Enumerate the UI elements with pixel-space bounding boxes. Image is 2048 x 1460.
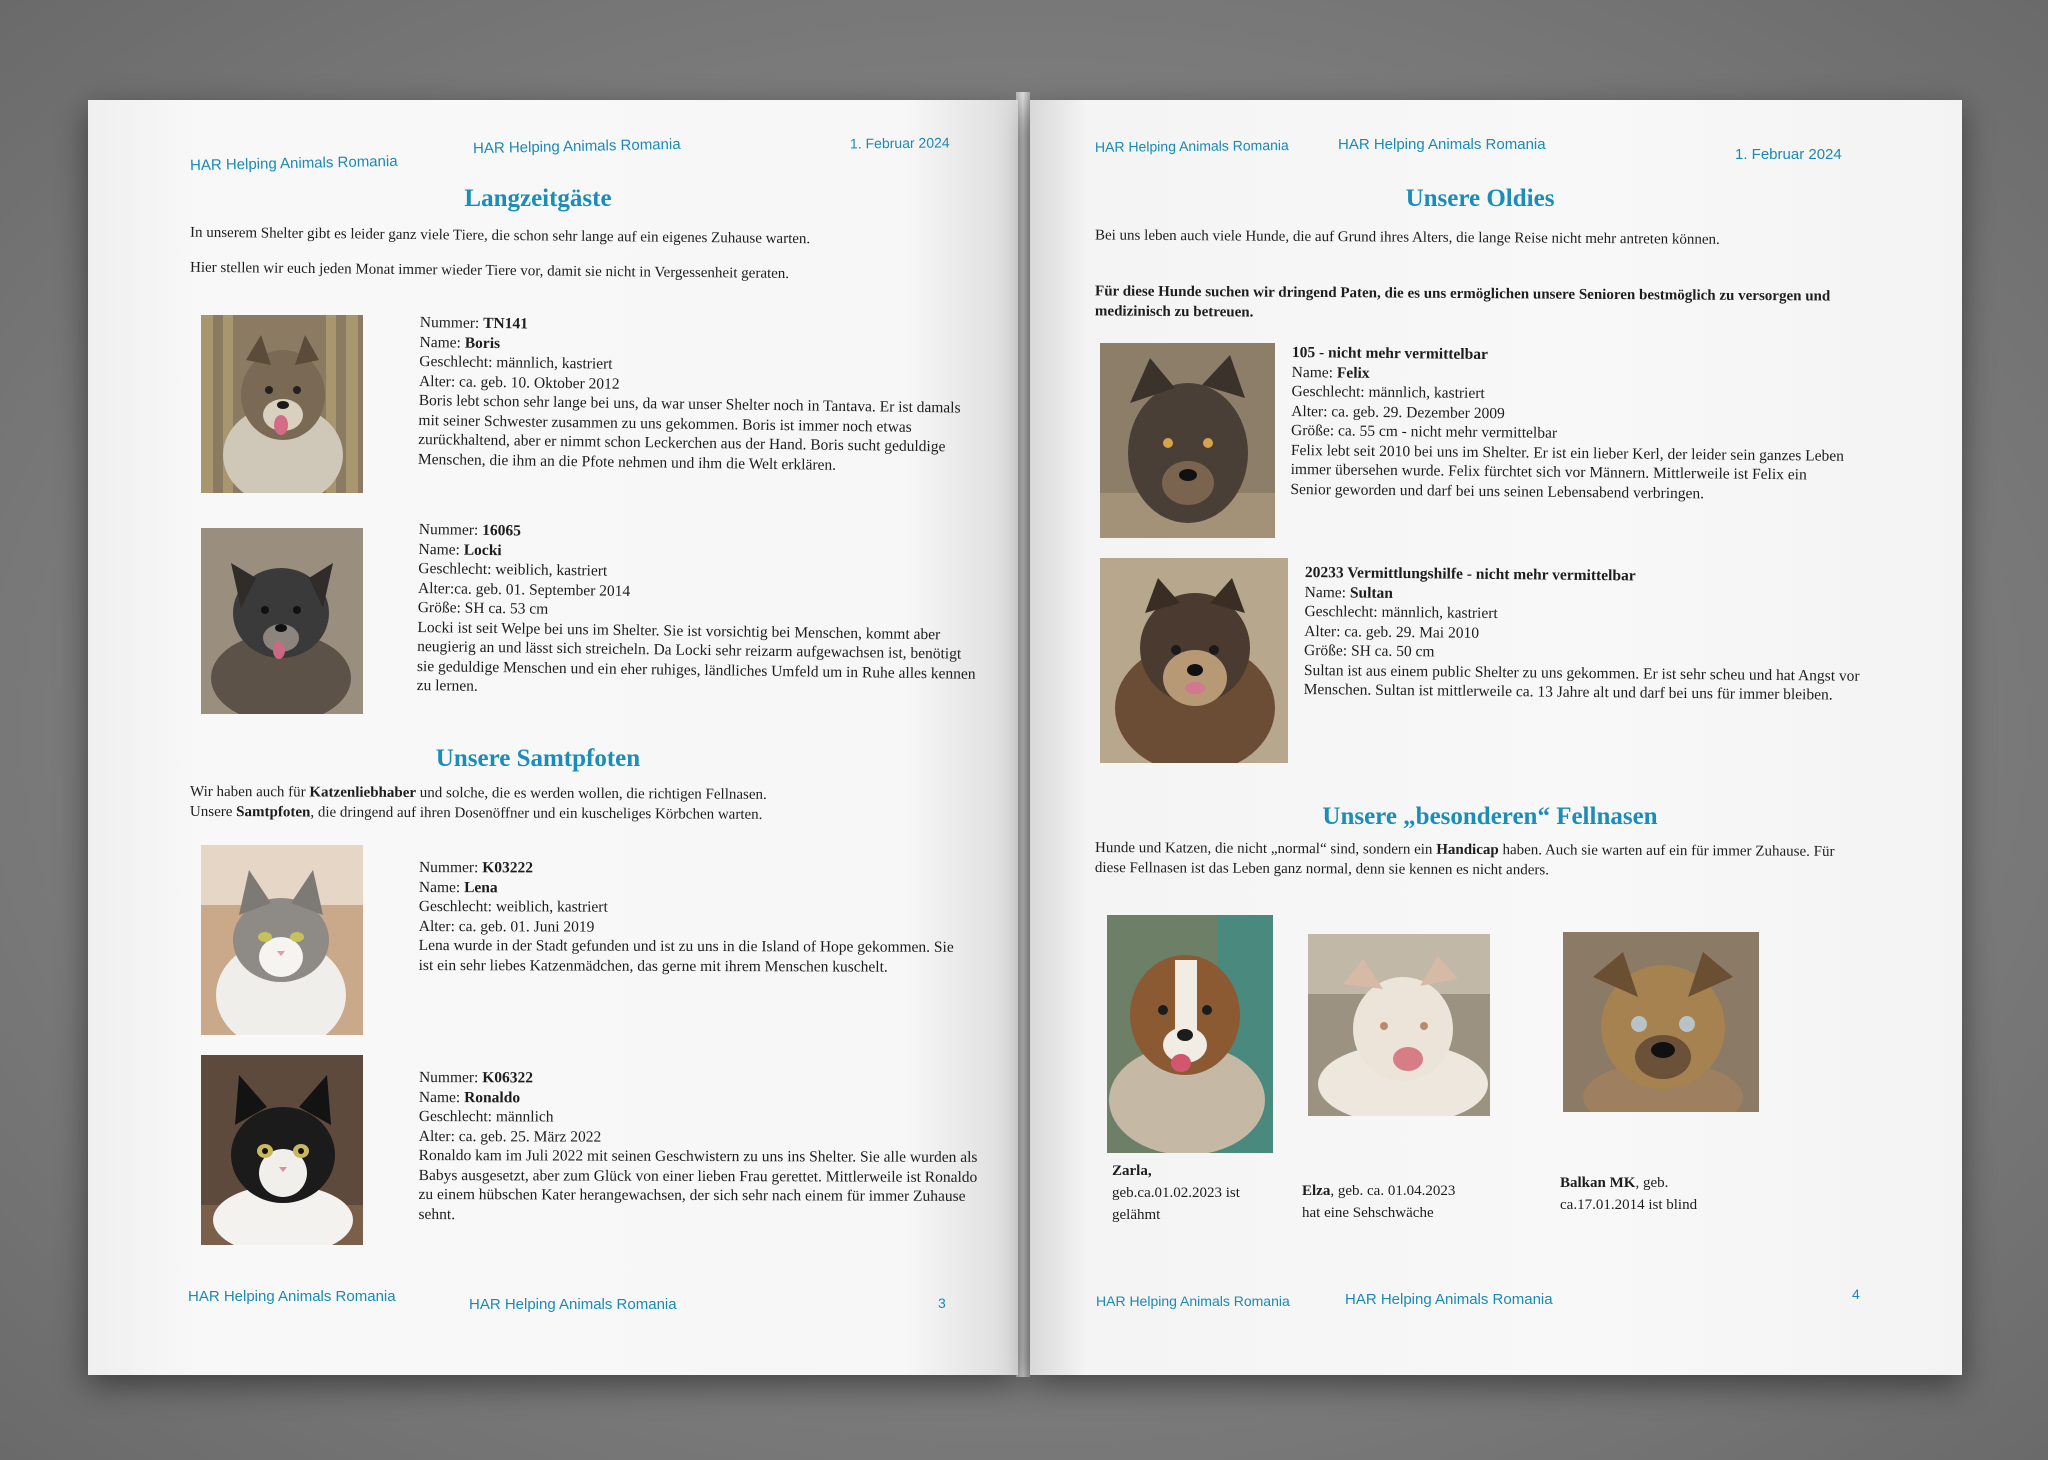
animal-number-status: 20233 Vermittlungshilfe - nicht mehr vermittelbar <box>1304 563 1636 585</box>
photo-ronaldo <box>201 1055 363 1245</box>
number-label: Nummer: <box>419 313 484 332</box>
caption-balkan <box>1560 1172 1780 1216</box>
caption-elza <box>1302 1180 1522 1224</box>
animal-gender: Geschlecht: männlich, kastriert <box>1291 382 1485 403</box>
animal-name: Boris <box>464 334 501 352</box>
cats-intro-2a: Unsere <box>189 803 237 821</box>
animal-age: Alter:ca. geb. 01. September 2014 <box>417 579 631 600</box>
name-label: Name: <box>1304 583 1350 601</box>
name-label: Name: <box>1291 363 1337 381</box>
animal-number: K06322 <box>482 1069 534 1087</box>
info-locki <box>417 520 1019 704</box>
animal-description: Locki ist seit Welpe bei uns im Shelter. Sie ist vorsichtig bei Menschen, kommt aber neugierig an und lässt sich streicheln. Da Locki sehr reizarm aufgewachsen ist, benötigt sie geduldige Menschen und ein eher ruhiges, ländliches Umfeld um in Ruhe alles kennen zu lernen. <box>416 618 976 695</box>
animal-number: 16065 <box>482 521 522 540</box>
animal-size: Größe: SH ca. 50 cm <box>1303 641 1435 661</box>
cats-intro-1b: Katzenliebhaber <box>309 784 417 802</box>
animal-name: Locki <box>463 541 502 559</box>
special-birth: , geb. ca. 01.04.2023 <box>1330 1183 1456 1199</box>
photo-sultan <box>1100 558 1288 763</box>
photo-lena <box>201 845 363 1035</box>
animal-name: Felix <box>1336 363 1370 382</box>
animal-gender: Geschlecht: weiblich, kastriert <box>418 559 608 580</box>
special-birth: geb.ca.01.02.2023 ist <box>1112 1185 1240 1201</box>
header-text-1: HAR Helping Animals Romania <box>1094 136 1289 156</box>
section-title-oldies: Unsere Oldies <box>1405 185 1555 212</box>
info-boris <box>418 313 1020 477</box>
footer-text-2: HAR Helping Animals Romania <box>469 1296 677 1313</box>
header-date: 1. Februar 2024 <box>849 134 950 152</box>
photo-elza <box>1308 934 1490 1116</box>
header-text-2: HAR Helping Animals Romania <box>472 135 681 158</box>
animal-description: Boris lebt schon sehr lange bei uns, da war unser Shelter noch in Tantava. Er ist damals mit seiner Schwester zusammen zu uns gekommen. Boris ist immer noch etwas zurückhaltend, aber er nimmt schon Leckerchen aus der Hand. Boris sucht geduldige Menschen, die ihm an die Pfote nehmen und ihm die Welt erklären. <box>417 391 961 474</box>
intro-text-2: Hier stellen wir euch jeden Monat immer wieder Tiere vor, damit sie nicht in Vergessenheit geraten. <box>189 259 790 282</box>
caption-zarla <box>1112 1160 1282 1226</box>
special-intro-1a: Hunde und Katzen, die nicht „normal“ sind, sondern ein <box>1095 840 1437 858</box>
section-title-langzeitgaeste: Langzeitgäste <box>464 185 612 212</box>
special-birth: , geb. <box>1635 1175 1669 1191</box>
animal-age: Alter: ca. geb. 29. Dezember 2009 <box>1291 402 1505 422</box>
name-label: Name: <box>418 1088 465 1106</box>
info-sultan <box>1304 563 1905 706</box>
cats-intro-2b: Samtpfoten <box>236 804 311 821</box>
animal-number: TN141 <box>483 314 529 333</box>
cats-intro-1c: und solche, die es werden wollen, die richtigen Fellnasen. <box>416 785 767 803</box>
number-label: Nummer: <box>418 859 483 877</box>
animal-name: Ronaldo <box>464 1088 521 1106</box>
animal-gender: Geschlecht: männlich, kastriert <box>419 352 613 373</box>
special-handicap: ca.17.01.2014 ist blind <box>1560 1197 1698 1213</box>
page-number-right: 4 <box>1852 1286 1860 1302</box>
info-ronaldo <box>418 1068 1019 1226</box>
animal-size: Größe: ca. 55 cm - nicht mehr vermittelbar <box>1290 421 1558 442</box>
animal-number: K03222 <box>482 859 534 877</box>
name-label: Name: <box>418 540 464 559</box>
special-name: Balkan MK <box>1560 1175 1636 1191</box>
oldies-intro-2: Für diese Hunde suchen wir dringend Paten, die es uns ermöglichen unsere Senioren bestmöglich zu versorgen und medizinisch zu betreuen. <box>1094 283 1831 321</box>
footer-text-1: HAR Helping Animals Romania <box>188 1288 396 1305</box>
animal-age: Alter: ca. geb. 29. Mai 2010 <box>1304 622 1480 642</box>
animal-gender: Geschlecht: männlich <box>418 1107 554 1126</box>
animal-name: Sultan <box>1349 583 1394 602</box>
animal-description: Ronaldo kam im Juli 2022 mit seinen Geschwistern zu uns ins Shelter. Sie alle wurden als Babys ausgesetzt, aber zum Glück von einer lieben Frau gerettet. Mittlerweile ist Ronaldo zu einem hübschen Kater herangewachsen, der sich sehr nach einem für immer Zuhause sehnt. <box>418 1146 978 1223</box>
cats-intro-2c: , die dringend auf ihren Dosenöffner und ein kuscheliges Körbchen warten. <box>310 804 763 823</box>
section-title-besondere: Unsere „besonderen“ Fellnasen <box>1322 803 1658 830</box>
cats-intro <box>190 782 1010 826</box>
cats-intro-1a: Wir haben auch für <box>190 783 310 801</box>
photo-zarla <box>1107 915 1273 1153</box>
animal-number-status: 105 - nicht mehr vermittelbar <box>1291 343 1488 364</box>
animal-size: Größe: SH ca. 53 cm <box>417 598 549 618</box>
intro-text-1: In unserem Shelter gibt es leider ganz viele Tiere, die schon sehr lange auf ein eigenes Zuhause warten. <box>189 224 811 248</box>
animal-description: Felix lebt seit 2010 bei uns im Shelter. Er ist ein lieber Kerl, der leider sein ganzes Leben immer übersehen wurde. Felix fürchtet sich vor Männern. Mittlerweile ist Felix ein Senior geworden und darf bei uns seinen Lebensabend verbringen. <box>1290 441 1845 502</box>
header-text-2: HAR Helping Animals Romania <box>1338 136 1546 153</box>
special-name: Elza <box>1302 1183 1331 1199</box>
footer-text-1: HAR Helping Animals Romania <box>1096 1293 1290 1309</box>
special-intro <box>1095 838 1855 882</box>
special-intro-1c: haben. Auch sie warten auf ein für immer Zuhause. Für diese Fellnasen ist das Leben ganz normal, denn sie kennen es nicht anders. <box>1094 842 1835 879</box>
oldies-intro-1: Bei uns leben auch viele Hunde, die auf Grund ihres Alters, die lange Reise nicht mehr antreten können. <box>1094 227 1720 248</box>
name-label: Name: <box>418 878 465 896</box>
photo-locki <box>201 528 363 714</box>
info-felix <box>1290 343 1892 505</box>
animal-age: Alter: ca. geb. 25. März 2022 <box>418 1127 602 1146</box>
animal-description: Lena wurde in der Stadt gefunden und ist zu uns in die Island of Hope gekommen. Sie ist ein sehr liebes Katzenmädchen, das gerne mit ihrem Menschen kuschelt. <box>418 936 954 976</box>
animal-gender: Geschlecht: weiblich, kastriert <box>418 897 608 916</box>
photo-balkan <box>1563 932 1759 1112</box>
special-intro-1b: Handicap <box>1436 841 1499 859</box>
info-lena <box>419 858 1019 977</box>
photo-boris <box>201 315 363 493</box>
section-title-samtpfoten: Unsere Samtpfoten <box>435 745 641 772</box>
animal-gender: Geschlecht: männlich, kastriert <box>1304 602 1498 623</box>
animal-name: Lena <box>464 878 498 896</box>
header-text-1: HAR Helping Animals Romania <box>189 152 398 175</box>
photo-felix <box>1100 343 1275 538</box>
special-name: Zarla, <box>1112 1163 1152 1179</box>
footer-text-2: HAR Helping Animals Romania <box>1345 1291 1553 1308</box>
special-handicap: gelähmt <box>1112 1207 1161 1223</box>
animal-age: Alter: ca. geb. 01. Juni 2019 <box>418 917 595 936</box>
number-label: Nummer: <box>418 1069 483 1087</box>
page-left <box>88 100 1018 1375</box>
page-right <box>1030 100 1962 1375</box>
animal-description: Sultan ist aus einem public Shelter zu uns gekommen. Er ist sehr scheu und hat Angst vor Menschen. Sultan ist mittlerweile ca. 13 Jahre alt und darf bei uns für immer bleiben. <box>1303 661 1860 704</box>
animal-age: Alter: ca. geb. 10. Oktober 2012 <box>418 372 620 393</box>
special-handicap: hat eine Sehschwäche <box>1302 1205 1434 1221</box>
page-number-left: 3 <box>938 1295 946 1311</box>
name-label: Name: <box>419 333 465 352</box>
number-label: Nummer: <box>418 520 483 539</box>
header-date: 1. Februar 2024 <box>1735 146 1842 163</box>
